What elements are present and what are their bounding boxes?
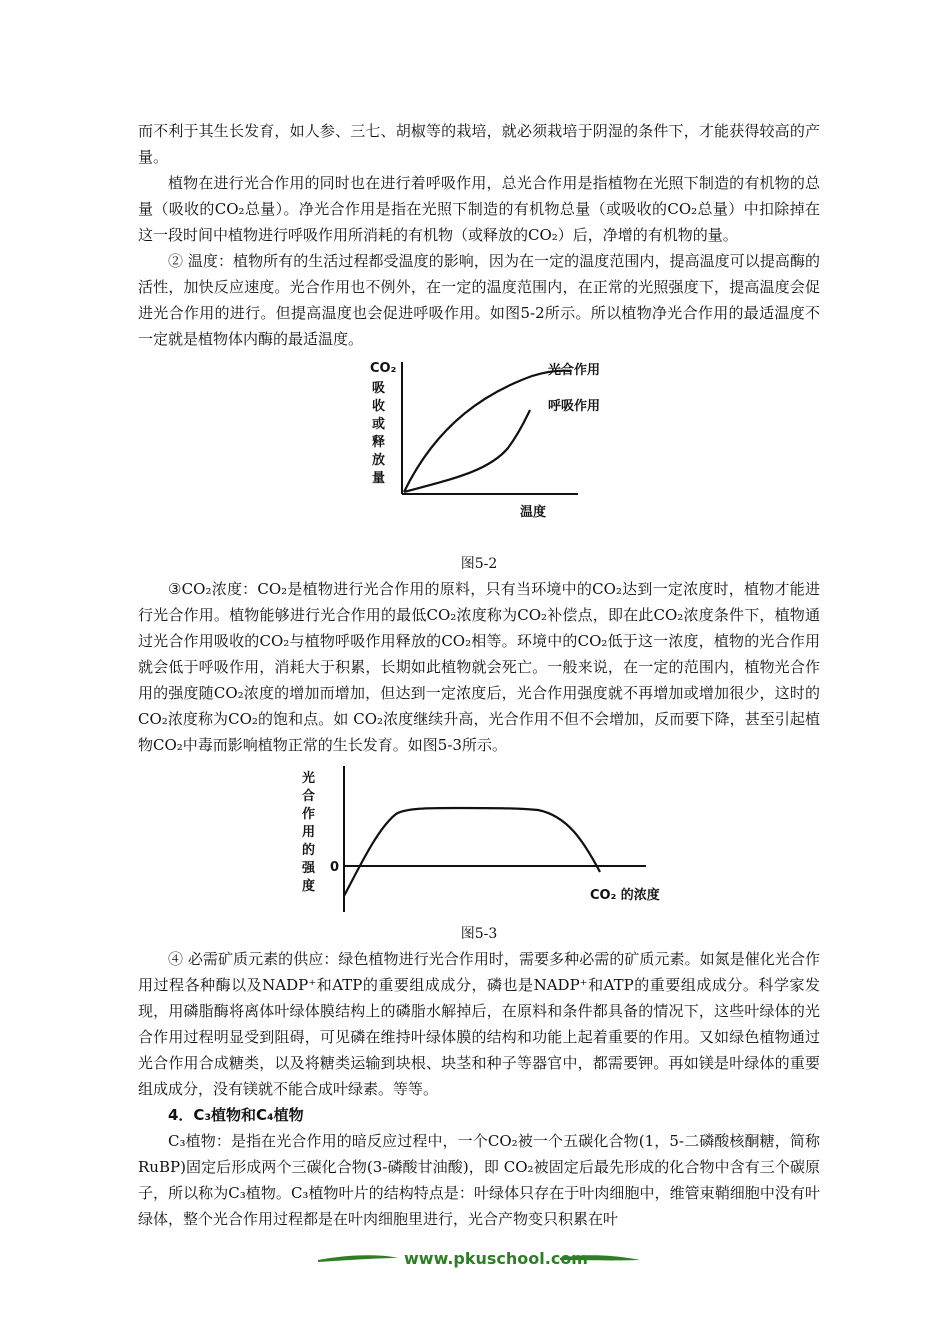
figure-5-3-xlabel: CO₂ 的浓度 <box>590 888 660 903</box>
photosynthesis-curve <box>404 371 570 492</box>
paragraph-2: 植物在进行光合作用的同时也在进行着呼吸作用，总光合作用是指植物在光照下制造的有机物的总量（吸收的CO₂总量）。净光合作用是指在光照下制造的有机物总量（或吸收的CO₂总量）中扣除掉在这一段时间中植物进行呼吸作用所消耗的有机物（或释放的CO₂）后，净增的有机物的量。 <box>138 174 820 244</box>
respiration-label: 呼吸作用 <box>548 399 601 414</box>
ylabel-char: 作 <box>302 807 316 822</box>
figure-5-2 <box>138 362 820 550</box>
ylabel-char: 用 <box>302 825 316 840</box>
ylabel-char: 或 <box>372 417 386 432</box>
figure-5-2-ylabel-top: CO₂ <box>370 362 397 376</box>
figure-5-3 <box>138 762 820 920</box>
figure-5-3-chart <box>138 762 820 920</box>
paragraph-minerals: ④ 必需矿质元素的供应：绿色植物进行光合作用时，需要多种必需的矿质元素。如氮是催化光合作用过程各种酶以及NADP⁺和ATP的重要组成成分，磷也是NADP⁺和ATP的重要组成成分。科学家发现，用磷脂酶将离体叶绿体膜结构上的磷脂水解掉后，在原料和条件都具备的情况下，这些叶绿体的光合作用过程明显受到阻碍，可见磷在维持叶绿体膜的结构和功能上起着重要的作用。又如绿色植物通过光合作用合成糖类，以及将糖类运输到块根、块茎和种子等器官中，都需要钾。再如镁是叶绿体的重要组成成分，没有镁就不能合成叶绿素。等等。 <box>138 950 820 1098</box>
respiration-curve <box>404 410 530 492</box>
figure-5-2-ylabel <box>372 381 386 486</box>
photosynthesis-intensity-curve <box>344 808 600 896</box>
ylabel-char: 释 <box>372 435 386 450</box>
document-page <box>138 118 820 1232</box>
footer-url[interactable]: www.pkuschool.com <box>404 1249 588 1268</box>
paragraph-co2: ③CO₂浓度：CO₂是植物进行光合作用的原料，只有当环境中的CO₂达到一定浓度时，植物才能进行光合作用。植物能够进行光合作用的最低CO₂浓度称为CO₂补偿点，即在此CO₂浓度条件下，植物通过光合作用吸收的CO₂与植物呼吸作用释放的CO₂相等。环境中的CO₂低于这一浓度，植物的光合作用就会低于呼吸作用，消耗大于积累，长期如此植物就会死亡。一般来说，在一定的范围内，植物光合作用的强度随CO₂浓度的增加而增加，但达到一定浓度后，光合作用强度就不再增加或增加很少，这时的CO₂浓度称为CO₂的饱和点。如 CO₂浓度继续升高，光合作用不但不会增加，反而要下降，甚至引起植物CO₂中毒而影响植物正常的生长发育。如图5-3所示。 <box>138 580 820 754</box>
left-swoosh-icon <box>318 1255 398 1262</box>
ylabel-char: 放 <box>372 453 386 468</box>
figure-5-3-ylabel <box>301 770 316 894</box>
ylabel-char: 强 <box>302 861 316 876</box>
ylabel-char: 量 <box>372 471 386 486</box>
figure-5-2-xlabel: 温度 <box>520 505 547 520</box>
photosynthesis-label: 光合作用 <box>548 363 601 378</box>
paragraph-temperature: ② 温度：植物所有的生活过程都受温度的影响，因为在一定的温度范围内，提高温度可以提高酶的活性，加快反应速度。光合作用也不例外，在一定的温度范围内，在正常的光照强度下，提高温度会促进光合作用的进行。但提高温度也会促进呼吸作用。如图5-2所示。所以植物净光合作用的最适温度不一定就是植物体内酶的最适温度。 <box>138 252 820 348</box>
figure-5-2-caption: 图5-2 <box>460 556 498 572</box>
figure-5-3-caption: 图5-3 <box>460 926 498 942</box>
ylabel-char: 的 <box>302 843 316 858</box>
ylabel-char: 度 <box>302 879 316 894</box>
ylabel-char: 合 <box>302 789 316 804</box>
paragraph-1: 而不利于其生长发育，如人参、三七、胡椒等的栽培，就必须栽培于阴湿的条件下，才能获得较高的产量。 <box>138 122 820 166</box>
ylabel-char: 光 <box>302 771 316 786</box>
ylabel-char: 吸 <box>372 381 386 396</box>
figure-5-2-chart <box>138 362 820 550</box>
footer-swoosh <box>0 1244 950 1274</box>
origin-label: 0 <box>330 860 340 875</box>
footer-banner <box>0 1244 950 1274</box>
paragraph-c3: C₃植物：是指在光合作用的暗反应过程中，一个CO₂被一个五碳化合物(1，5-二磷酸核酮糖，简称RuBP)固定后形成两个三碳化合物(3-磷酸甘油酸)，即 CO₂被固定后最先形成的化合物中含有三个碳原子，所以称为C₃植物。C₃植物叶片的结构特点是：叶绿体只存在于叶肉细胞中，维管束鞘细胞中没有叶绿体，整个光合作用过程都是在叶肉细胞里进行，光合产物变只积累在叶 <box>138 1132 820 1228</box>
ylabel-char: 收 <box>372 399 386 414</box>
section-heading: 4．C₃植物和C₄植物 <box>168 1106 304 1124</box>
